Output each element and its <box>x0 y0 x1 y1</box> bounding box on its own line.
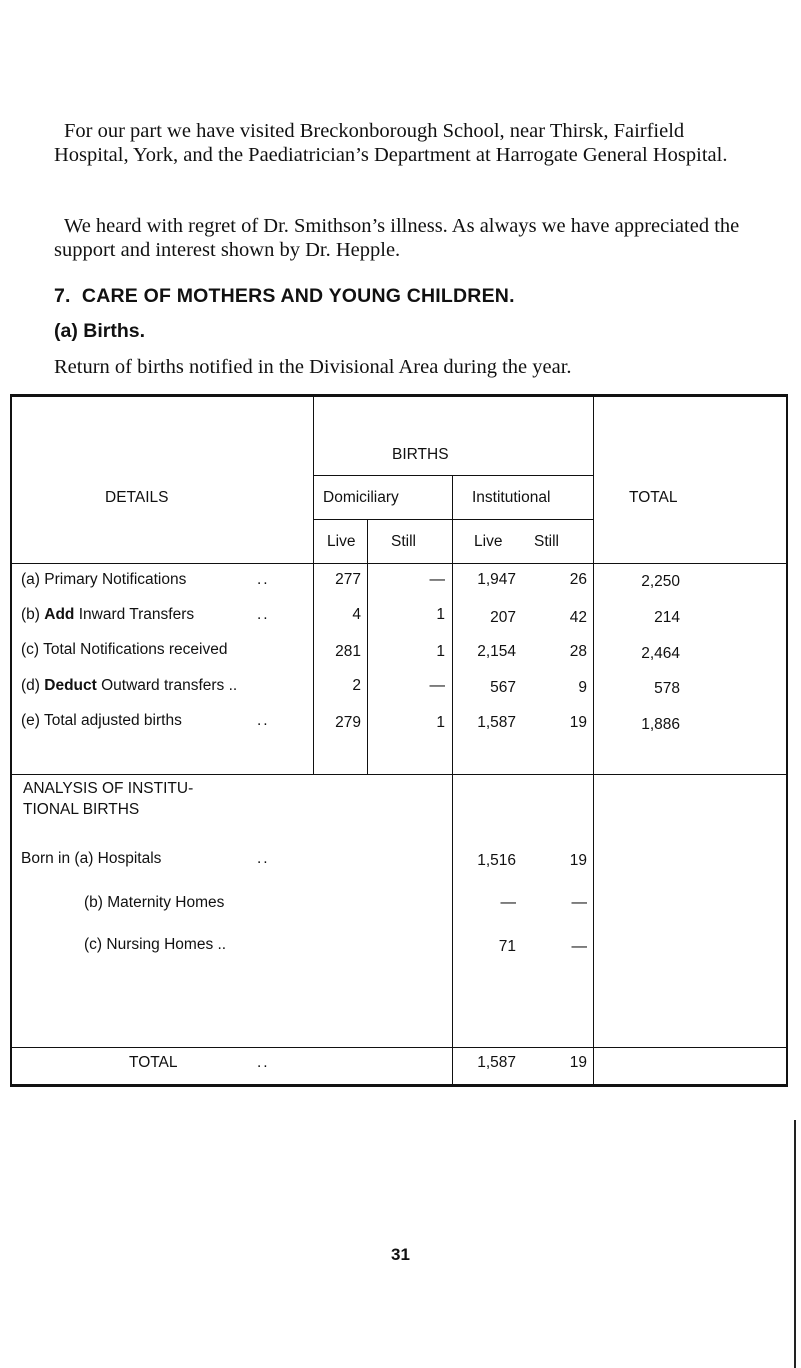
total-cell-live: 1,587 <box>477 1054 516 1071</box>
total-row-label: TOTAL <box>129 1054 178 1071</box>
subheader-underline <box>313 519 593 520</box>
col-divider-total <box>593 396 594 1086</box>
analysis-cell-live: — <box>500 894 516 911</box>
cell-inst-live: 567 <box>490 679 516 696</box>
cell-inst-still: 42 <box>569 609 587 626</box>
header-births: BIRTHS <box>392 446 449 463</box>
row-label-prefix: (d) <box>21 677 45 694</box>
row-label-rest: Inward Transfers <box>74 606 195 623</box>
cell-total: 1,886 <box>641 716 680 733</box>
analysis-cell-still: — <box>571 894 587 911</box>
table-bottom-border <box>10 1084 788 1087</box>
analysis-cell-live: 1,516 <box>477 852 516 869</box>
row-label: (a) Primary Notifications <box>21 571 187 588</box>
cell-dom-live: 281 <box>335 643 361 660</box>
row-label: (e) Total adjusted births <box>21 712 182 729</box>
total-row-line <box>10 1047 788 1048</box>
analysis-row-label: Born in (a) Hospitals <box>21 850 162 867</box>
cell-inst-still: 28 <box>569 643 587 660</box>
header-bottom-line <box>10 563 788 564</box>
page-number: 31 <box>391 1245 410 1264</box>
table-intro: Return of births notified in the Divisional Area during the year. <box>54 356 572 378</box>
row-label: (c) Total Notifications received <box>21 641 228 658</box>
cell-inst-still: 9 <box>578 679 587 696</box>
cell-dom-live: 277 <box>335 571 361 588</box>
row-dots: .. <box>257 712 270 729</box>
paragraph-regret-text: We heard with regret of Dr. Smithson’s illness. As always we have appreciated the support and interest shown by Dr. Hepple. <box>54 215 740 261</box>
cell-total: 2,250 <box>641 573 680 590</box>
header-inst-still: Still <box>534 533 559 550</box>
analysis-cell-still: 19 <box>569 852 587 869</box>
cell-inst-still: 19 <box>569 714 587 731</box>
row-label-bold: Deduct <box>44 677 97 694</box>
cell-dom-still: — <box>429 677 445 694</box>
section-title: CARE OF MOTHERS AND YOUNG CHILDREN. <box>81 285 515 307</box>
cell-inst-live: 207 <box>490 609 516 626</box>
births-header-underline <box>313 475 593 476</box>
cell-dom-still: 1 <box>436 643 445 660</box>
table-left-border <box>10 396 12 1086</box>
header-total: TOTAL <box>629 489 678 506</box>
row-dots: .. <box>257 571 270 588</box>
row-label-bold: Add <box>44 606 75 623</box>
paragraph-visits-text: For our part we have visited Breckonborough School, near Thirsk, Fairfield Hospital, York, and the Paediatrician’s Department at Harrogate General Hospital. <box>54 120 728 166</box>
analysis-row-label: (c) Nursing Homes .. <box>84 936 227 953</box>
subsection-heading: (a) Births. <box>54 320 146 342</box>
header-domiciliary: Domiciliary <box>323 489 399 506</box>
cell-dom-still: 1 <box>436 714 445 731</box>
header-dom-live: Live <box>327 533 356 550</box>
analysis-top-line <box>10 774 788 775</box>
cell-dom-live: 279 <box>335 714 361 731</box>
analysis-row-dots: .. <box>257 850 270 867</box>
header-institutional: Institutional <box>472 489 551 506</box>
header-dom-still: Still <box>391 533 416 550</box>
analysis-cell-still: — <box>571 938 587 955</box>
cell-dom-live: 2 <box>352 677 361 694</box>
analysis-title-line2: TIONAL BIRTHS <box>23 801 140 818</box>
header-details: DETAILS <box>105 489 169 506</box>
cell-inst-live: 2,154 <box>477 643 516 660</box>
cell-inst-live: 1,587 <box>477 714 516 731</box>
page-edge-shadow <box>794 1120 796 1368</box>
cell-dom-still: 1 <box>436 606 445 623</box>
cell-dom-live: 4 <box>352 606 361 623</box>
cell-inst-live: 1,947 <box>477 571 516 588</box>
total-cell-still: 19 <box>569 1054 587 1071</box>
cell-dom-still: — <box>429 571 445 588</box>
analysis-title-line1: ANALYSIS OF INSTITU- <box>23 780 194 797</box>
header-inst-live: Live <box>474 533 503 550</box>
row-label <box>21 677 237 695</box>
cell-total: 578 <box>654 680 680 697</box>
row-label-prefix: (b) <box>21 606 45 623</box>
cell-total: 2,464 <box>641 645 680 662</box>
col-divider-inst <box>452 476 453 1086</box>
table-right-border <box>786 396 788 1086</box>
analysis-row-label: (b) Maternity Homes <box>84 894 225 911</box>
row-label-rest: Outward transfers .. <box>96 677 238 694</box>
cell-total: 214 <box>654 609 680 626</box>
row-label <box>21 606 194 624</box>
section-number: 7. <box>54 285 71 307</box>
total-row-dots: .. <box>257 1054 270 1071</box>
table-top-border <box>10 394 788 397</box>
row-dots: .. <box>257 606 270 623</box>
analysis-cell-live: 71 <box>498 938 516 955</box>
cell-inst-still: 26 <box>569 571 587 588</box>
